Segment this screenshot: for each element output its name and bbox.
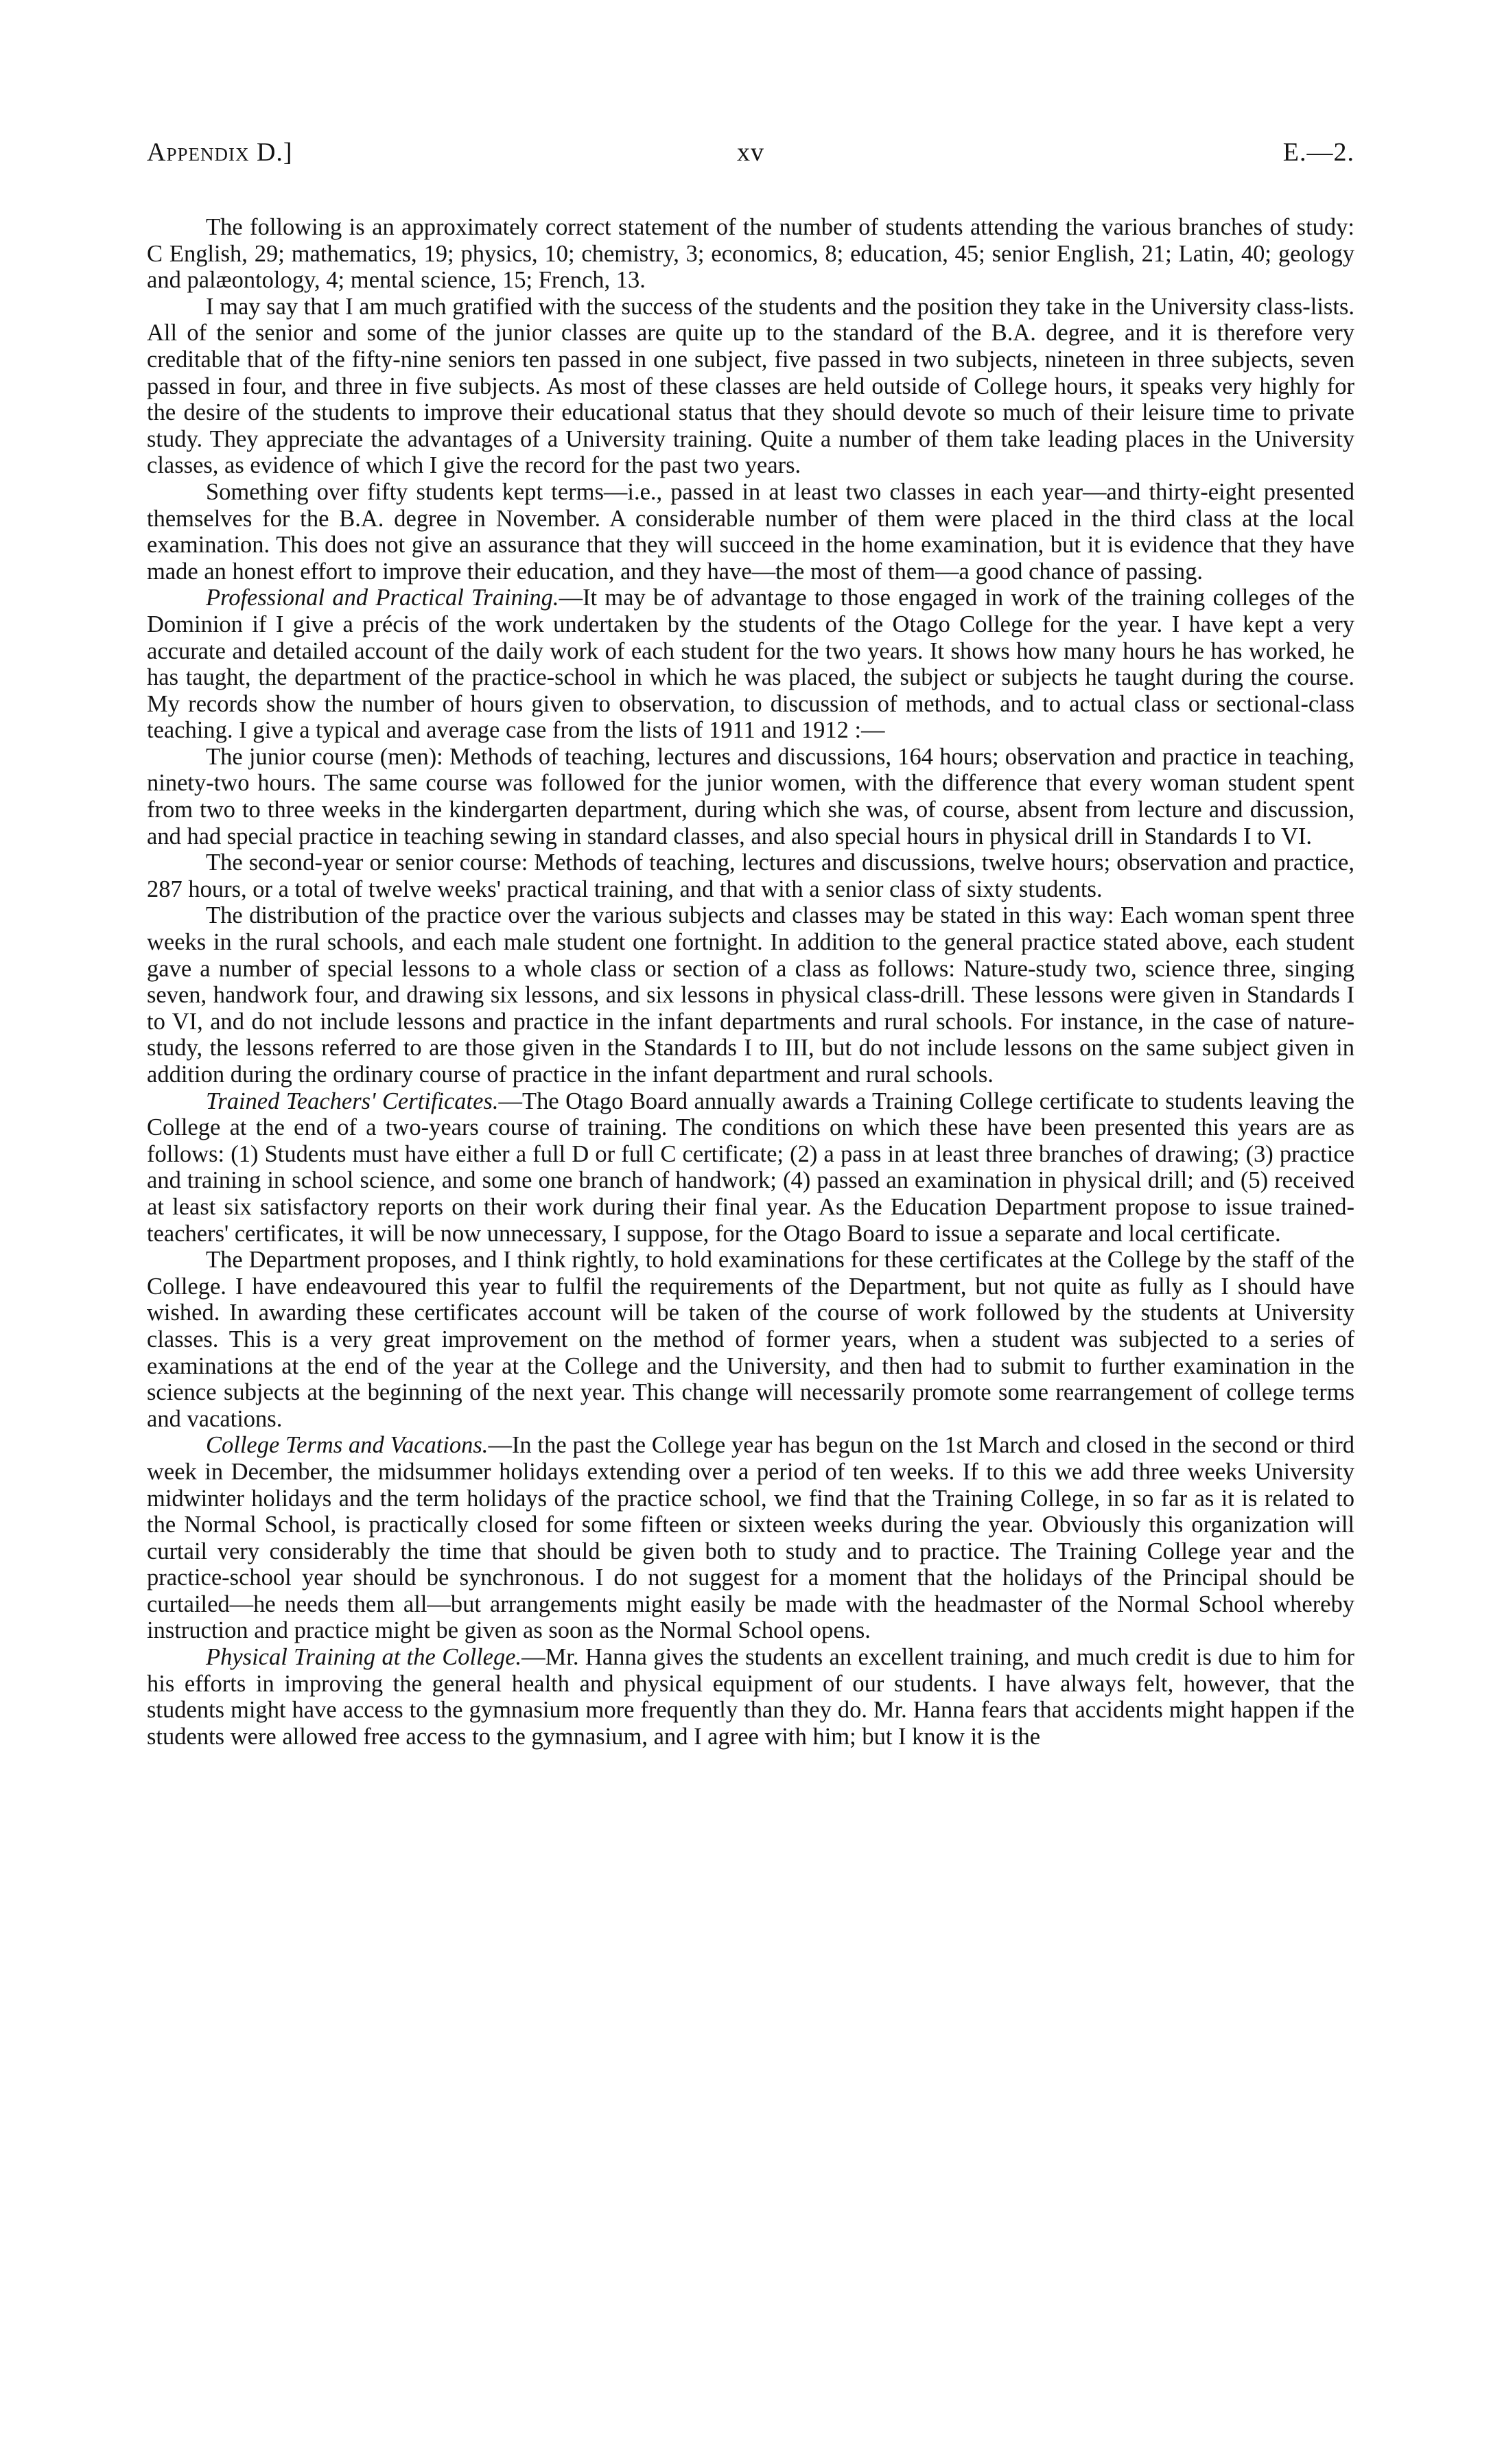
body-text [147,214,1354,1750]
document-reference: E.—2. [1282,138,1354,167]
section-heading: Professional and Practical Training. [206,585,559,611]
paragraph-trained-teachers-certificates: Trained Teachers' Certificates.—The Otago Board annually awards a Training College certificate to students leaving the College at the end of a two-years course of training. The conditions on which these have been presented this years are as follows: (1) Students must have either a full D or full C certificate; (2) a pass in at least three branches of drawing; (3) practice and training in school science, and some one branch of handwork; (4) passed an examination in physical drill; and (5) received at least six satisfactory reports on their work during their final year. As the Education Department propose to issue trained-teachers' certificates, it will be now unnecessary, I suppose, for the Otago Board to issue a separate and local certificate. [147,1088,1354,1247]
paragraph-professional-training: Professional and Practical Training.—It may be of advantage to those engaged in work of the training colleges of the Dominion if I give a précis of the work undertaken by the students of the Otago College for the year. I have kept a very accurate and detailed account of the daily work of each student for the two years. It shows how many hours he has worked, he has taught, the department of the practice-school in which he was placed, the subject or subjects he taught during the course. My records show the number of hours given to observation, to discussion of methods, and to actual class or sectional-class teaching. I give a typical and average case from the lists of 1911 and 1912 :— [147,585,1355,744]
paragraph-university-class-lists: I may say that I am much gratified with the success of the students and the position they take in the University class-lists. All of the senior and some of the junior classes are quite up to the standard of the B.A. degree, and it is therefore very creditable that of the fifty-nine seniors ten passed in one subject, five passed in two subjects, nineteen in three subjects, seven passed in four, and three in five subjects. As most of these classes are held outside of College hours, it speaks very highly for the desire of the students to improve their educational status that they should devote so much of their leisure time to private study. They appreciate the advantages of a University training. Quite a number of them take leading places in the University classes, as evidence of which I give the record for the past two years. [147,293,1354,479]
paragraph-students-attending: The following is an approximately correct statement of the number of students attending the various branches of study: C English, 29; mathematics, 19; physics, 10; chemistry, 3; economics, 8; education, 45; senior English, 21; Latin, 40; geology and palæontology, 4; mental science, 15; French, 13. [147,214,1354,294]
paragraph-college-terms: College Terms and Vacations.—In the past the College year has begun on the 1st March and closed in the second or third week in December, the midsummer holidays extending over a period of ten weeks. If to this we add three weeks University midwinter holidays and the term holidays of the practice school, we find that the Training College, in so far as it is related to the Normal School, is practically closed for some fifteen or sixteen weeks during the year. Obviously this organization will curtail very considerably the time that should be given both to study and to practice. The Training College year and the practice-school year should be synchronous. I do not suggest for a moment that the holidays of the Principal should be curtailed—he needs them all—but arrangements might easily be made with the headmaster of the Normal School whereby instruction and practice might be given as soon as the Normal School opens. [147,1432,1354,1644]
paragraph-junior-course: The junior course (men): Methods of teaching, lectures and discussions, 164 hours; observation and practice in teaching, ninety-two hours. The same course was followed for the junior women, with the difference that every woman student spent from two to three weeks in the kindergarten department, during which she was, of course, absent from lecture and discussion, and had special practice in teaching sewing in standard classes, and also special hours in physical drill in Standards I to VI. [147,743,1354,849]
paragraph-physical-training: Physical Training at the College.—Mr. Hanna gives the students an excellent training, and much credit is due to him for his efforts in improving the general health and physical equipment of our students. I have always felt, however, that the students might have access to the gymnasium more frequently than they do. Mr. Hanna fears that accidents might happen if the students were allowed free access to the gymnasium, and I agree with him; but I know it is the [147,1644,1354,1750]
section-heading: Trained Teachers' Certificates. [206,1088,499,1114]
page-number: xv [737,138,764,167]
paragraph-department-examinations: The Department proposes, and I think rightly, to hold examinations for these certificates at the College by the staff of the College. I have endeavoured this year to fulfil the requirements of the Department, but not quite as fully as I should have wished. In awarding these certificates account will be taken of the course of work followed by the students at University classes. This is a very great improvement on the method of former years, when a student was subjected to a series of examinations at the end of the year at the College and the University, and then had to submit to further examination in the science subjects at the beginning of the next year. This change will necessarily promote some rearrangement of college terms and vacations. [147,1247,1354,1432]
paragraph-practice-distribution: The distribution of the practice over the various subjects and classes may be stated in this way: Each woman spent three weeks in the rural schools, and each male student one fortnight. In addition to the general practice stated above, each student gave a number of special lessons to a whole class or section of a class as follows: Nature-study two, science three, singing seven, handwork four, and drawing six lessons, and six lessons in physical class-drill. These lessons were given in Standards I to VI, and do not include lessons and practice in the infant departments and rural schools. For instance, in the case of nature-study, the lessons referred to are those given in the Standards I to III, but do not include lessons on the same subject given in addition during the ordinary course of practice in the infant department and rural schools. [147,902,1354,1088]
section-heading: College Terms and Vacations. [206,1432,489,1459]
page-header [147,137,1354,178]
appendix-label: Appendix D.] [147,138,293,167]
paragraph-kept-terms: Something over fifty students kept terms—i.e., passed in at least two classes in each year—and thirty-eight presented themselves for the B.A. degree in November. A considerable number of them were placed in the third class at the local examination. This does not give an assurance that they will succeed in the home examination, but it is evidence that they have made an honest effort to improve their education, and they have—the most of them—a good chance of passing. [147,478,1354,585]
section-heading: Physical Training at the College. [206,1644,522,1671]
paragraph-senior-course: The second-year or senior course: Methods of teaching, lectures and discussions, twelve hours; observation and practice, 287 hours, or a total of twelve weeks' practical training, and that with a senior class of sixty students. [147,849,1354,902]
